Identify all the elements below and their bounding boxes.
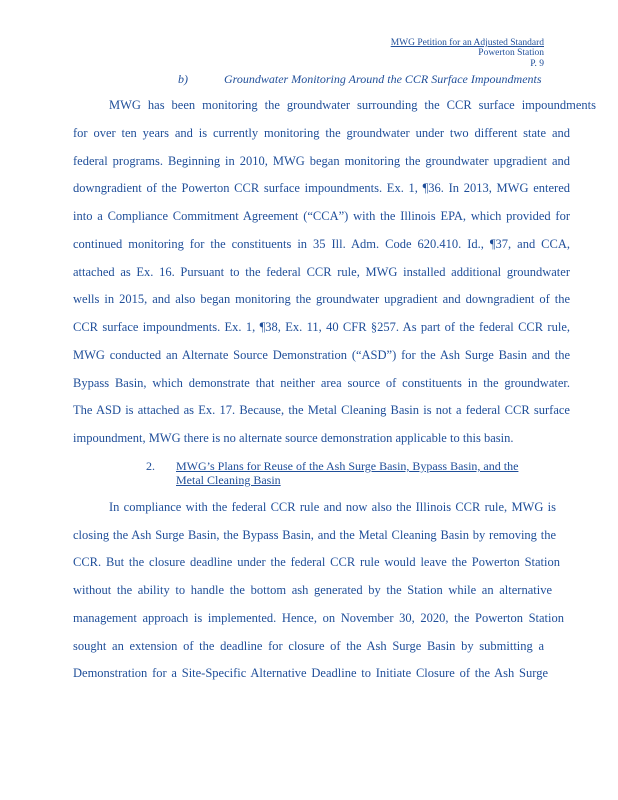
- paragraph-line: into a Compliance Commitment Agreement (“CCA”) with the Illinois EPA, which provided for: [73, 209, 570, 223]
- section-b-title: Groundwater Monitoring Around the CCR Surface Impoundments: [224, 72, 542, 86]
- section-2-heading: [146, 459, 518, 474]
- paragraph-line: Bypass Basin, which demonstrate that neither area source of constituents in the groundwater.: [73, 376, 570, 390]
- paragraph-line: continued monitoring for the constituents in 35 Ill. Adm. Code 620.410. Id., ¶37, and CCA,: [73, 237, 570, 251]
- paragraph-line: CCR surface impoundments. Ex. 1, ¶38, Ex. 11, 40 CFR §257. As part of the federal CCR rule,: [73, 320, 570, 334]
- paragraph-line: downgradient of the Powerton CCR surface impoundments. Ex. 1, ¶36. In 2013, MWG entered: [73, 181, 570, 195]
- paragraph-line: federal programs. Beginning in 2010, MWG began monitoring the groundwater upgradient and: [73, 154, 570, 168]
- header-page-number: P. 9: [530, 59, 544, 69]
- section-2-number: 2.: [146, 459, 155, 473]
- paragraph-line: wells in 2015, and also began monitoring the groundwater upgradient and downgradient of the: [73, 292, 570, 306]
- paragraph-line: The ASD is attached as Ex. 17. Because, the Metal Cleaning Basin is not a federal CCR surface: [73, 403, 570, 417]
- section-2-title-line2: Metal Cleaning Basin: [176, 473, 281, 487]
- paragraph-line: without the ability to handle the bottom ash generated by the Station while an alternative: [73, 583, 552, 597]
- section-b-heading: [178, 72, 542, 87]
- paragraph-line: MWG has been monitoring the groundwater surrounding the CCR surface impoundments: [109, 98, 596, 112]
- section-2-title-line2-wrap: [176, 473, 281, 488]
- paragraph-line: for over ten years and is currently monitoring the groundwater under two different state and: [73, 126, 570, 140]
- paragraph-line: management approach is implemented. Hence, on November 30, 2020, the Powerton Station: [73, 611, 564, 625]
- paragraph-line: sought an extension of the deadline for closure of the Ash Surge Basin by submitting a: [73, 639, 544, 653]
- paragraph-line: impoundment, MWG there is no alternate source demonstration applicable to this basin.: [73, 431, 514, 445]
- section-b-label: b): [178, 72, 188, 86]
- header-petition-title: MWG Petition for an Adjusted Standard: [390, 38, 544, 48]
- paragraph-line: In compliance with the federal CCR rule and now also the Illinois CCR rule, MWG is: [109, 500, 556, 514]
- paragraph-line: CCR. But the closure deadline under the federal CCR rule would leave the Powerton Station: [73, 555, 560, 569]
- paragraph-line: attached as Ex. 16. Pursuant to the federal CCR rule, MWG installed additional groundwater: [73, 265, 570, 279]
- paragraph-line: closing the Ash Surge Basin, the Bypass Basin, and the Metal Cleaning Basin by removing the: [73, 528, 556, 542]
- header-station: Powerton Station: [478, 48, 544, 58]
- paragraph-line: Demonstration for a Site-Specific Alternative Deadline to Initiate Closure of the Ash Surge: [73, 666, 548, 680]
- paragraph-line: MWG conducted an Alternate Source Demonstration (“ASD”) for the Ash Surge Basin and the: [73, 348, 570, 362]
- section-2-title-line1: MWG’s Plans for Reuse of the Ash Surge Basin, Bypass Basin, and the: [176, 459, 519, 473]
